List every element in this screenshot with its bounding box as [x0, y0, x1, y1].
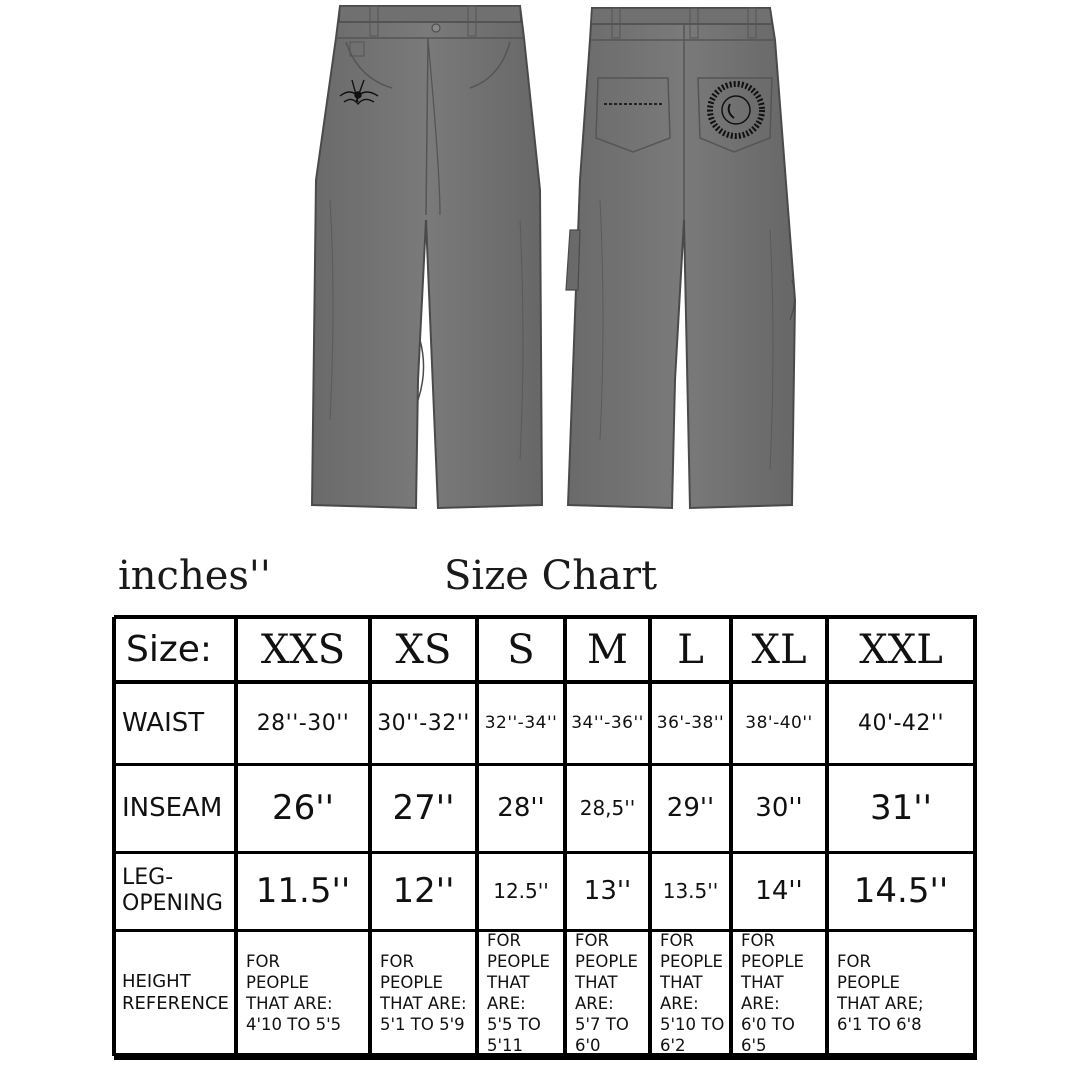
table-cell: 30''-32'': [377, 710, 470, 736]
table-cell: FOR PEOPLE THAT ARE: 5'7 TO 6'0: [575, 932, 638, 1054]
table-cell: 38'-40'': [745, 713, 813, 733]
size-xl-header: XL: [751, 626, 807, 673]
table-cell: 28'': [497, 793, 545, 823]
height-reference-label: HEIGHT REFERENCE: [122, 971, 229, 1014]
table-gridline: [114, 1053, 977, 1060]
table-cell: 11.5'': [255, 871, 351, 911]
leg-opening-label: LEG- OPENING: [122, 865, 223, 916]
table-cell: 27'': [392, 788, 455, 828]
table-cell: 31'': [870, 788, 932, 828]
table-cell: 28,5'': [579, 796, 636, 820]
table-cell: 28''-30'': [256, 710, 350, 736]
table-cell: FOR PEOPLE THAT ARE; 6'1 TO 6'8: [837, 952, 924, 1034]
waist-label: WAIST: [122, 708, 205, 738]
inseam-label: INSEAM: [122, 793, 223, 823]
table-cell: 13.5'': [662, 879, 719, 903]
table-cell: 12.5'': [493, 879, 549, 903]
table-cell: 32''-34'': [484, 713, 558, 733]
table-cell: 13'': [583, 876, 632, 906]
size-xxs-header: XXS: [260, 626, 346, 673]
table-cell: 34''-36'': [571, 713, 644, 733]
table-cell: 14'': [755, 876, 803, 906]
size-header-label: Size:: [126, 629, 213, 670]
size-xxl-header: XXL: [859, 626, 943, 673]
table-cell: 40'-42'': [857, 710, 945, 736]
table-gridline: [973, 617, 977, 1056]
table-cell: 26'': [272, 788, 334, 828]
page-title: Size Chart: [444, 553, 658, 599]
size-l-header: L: [677, 626, 704, 673]
table-cell: FOR PEOPLE THAT ARE: 5'10 TO 6'2: [660, 932, 725, 1054]
size-xs-header: XS: [395, 626, 452, 673]
table-cell: FOR PEOPLE THAT ARE: 5'1 TO 5'9: [380, 952, 467, 1034]
table-cell: FOR PEOPLE THAT ARE: 5'5 TO 5'11: [487, 932, 550, 1054]
unit-label: inches'': [118, 553, 271, 599]
size-s-header: S: [507, 626, 535, 673]
table-cell: 36'-38'': [656, 713, 725, 733]
table-cell: 29'': [666, 793, 715, 823]
size-m-header: M: [587, 626, 628, 673]
table-cell: FOR PEOPLE THAT ARE: 6'0 TO 6'5: [741, 932, 804, 1054]
table-cell: FOR PEOPLE THAT ARE: 4'10 TO 5'5: [246, 952, 342, 1034]
table-cell: 14.5'': [853, 871, 949, 911]
table-cell: 30'': [755, 793, 803, 823]
table-cell: 12'': [392, 871, 455, 911]
